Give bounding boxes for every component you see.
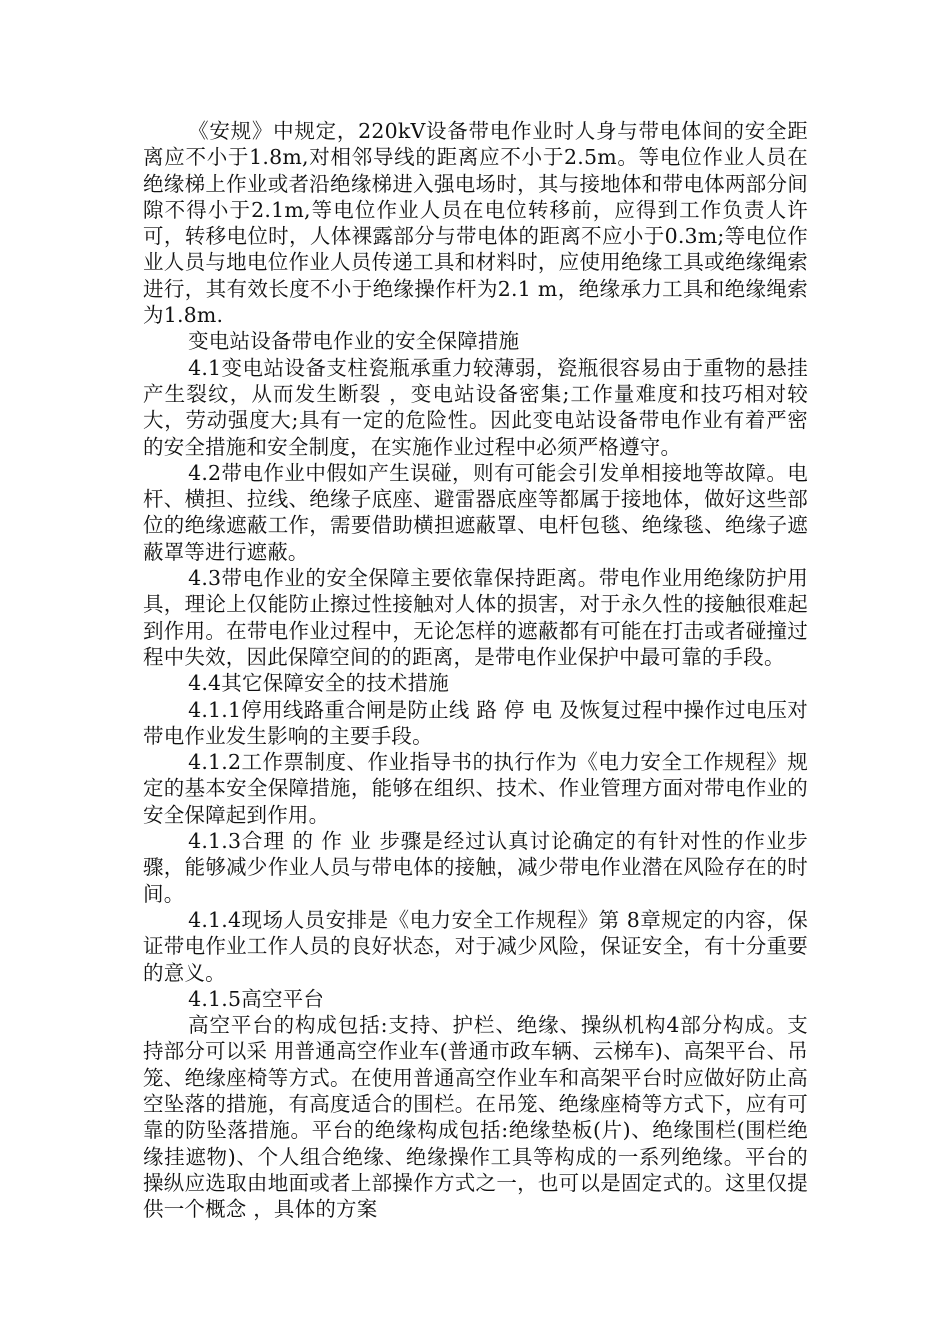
paragraph-4-1-3: 4.1.3合理 的 作 业 步骤是经过认真讨论确定的有针对性的作业步骤，能够减少作业人员与带电体的接触，减少带电作业潜在风险存在的时间。: [143, 829, 808, 906]
paragraph-4-1-1: 4.1.1停用线路重合闸是防止线 路 停 电 及恢复过程中操作过电压对带电作业发生影响的主要手段。: [143, 697, 808, 748]
paragraph-safety-distance: 《安规》中规定，220kV设备带电作业时人身与带电体间的安全距离应不小于1.8m,对相邻导线的距离应不小于2.5m。等电位作业人员在绝缘梯上作业或者沿绝缘梯进入强电场时，其与接地体和带电体两部分间隙不得小于2.1m,等电位作业人员在电位转移前，应得到工作负责人许可，转移电位时，人体裸露部分与带电体的距离不应小于0.3m;等电位作业人员与地电位作业人员传递工具和材料时，应使用绝缘工具或绝缘绳索进行，其有效长度不小于绝缘操作杆为2.1 m，绝缘承力工具和绝缘绳索为1.8m.: [143, 119, 808, 328]
paragraph-4-3: 4.3带电作业的安全保障主要依靠保持距离。带电作业用绝缘防护用具，理论上仅能防止擦过性接触对人体的损害，对于永久性的接触很难起到作用。在带电作业过程中，无论怎样的遮蔽都有可能在打击或者碰撞过程中失效，因此保障空间的的距离，是带电作业保护中最可靠的手段。: [143, 566, 808, 669]
paragraph-4-1: 4.1变电站设备支柱瓷瓶承重力较薄弱，瓷瓶很容易由于重物的悬挂产生裂纹，从而发生断裂 ，变电站设备密集;工作量难度和技巧相对较大，劳动强度大;具有一定的危险性。因此变电站设备带电作业有着严密的安全措施和安全制度，在实施作业过程中必须严格遵守。: [143, 355, 808, 459]
paragraph-4-2: 4.2带电作业中假如产生误碰，则有可能会引发单相接地等故障。电杆、横担、拉线、绝缘子底座、避雷器底座等都属于接地体，做好这些部位的绝缘遮蔽工作，需要借助横担遮蔽罩、电杆包毯、绝缘毯、绝缘子遮蔽罩等进行遮蔽。: [143, 460, 808, 564]
document-body: [143, 118, 808, 1222]
section-heading-4-4: 4.4其它保障安全的技术措施: [188, 671, 449, 696]
paragraph-4-1-4: 4.1.4现场人员安排是《电力安全工作规程》第 8章规定的内容，保证带电作业工作人员的良好状态，对于减少风险，保证安全，有十分重要的意义。: [143, 907, 808, 985]
section-heading-substation-safety: 变电站设备带电作业的安全保障措施: [188, 329, 520, 354]
paragraph-4-1-2: 4.1.2工作票制度、作业指导书的执行作为《电力安全工作规程》规定的基本安全保障措施，能够在组织、技术、作业管理方面对带电作业的安全保障起到作用。: [143, 750, 808, 827]
section-heading-4-1-5: 4.1.5高空平台: [188, 986, 325, 1011]
paragraph-high-platform: 高空平台的构成包括:支持、护栏、绝缘、操纵机构4部分构成。支持部分可以采 用普通高空作业车(普通市政车辆、云梯车)、高架平台、吊笼、绝缘座椅等方式。在使用普通高空作业车和高架平台时应做好防止高空坠落的措施，有高度适合的围栏。在吊笼、绝缘座椅等方式下，应有可靠的防坠落措施。平台的绝缘构成包括:绝缘垫板(片)、绝缘围栏(围栏绝缘挂遮物)、个人组合绝缘、绝缘操作工具等构成的一系列绝缘。平台的操纵应选取由地面或者上部操作方式之一，也可以是固定式的。这里仅提供一个概念 ，具体的方案: [143, 1013, 808, 1222]
